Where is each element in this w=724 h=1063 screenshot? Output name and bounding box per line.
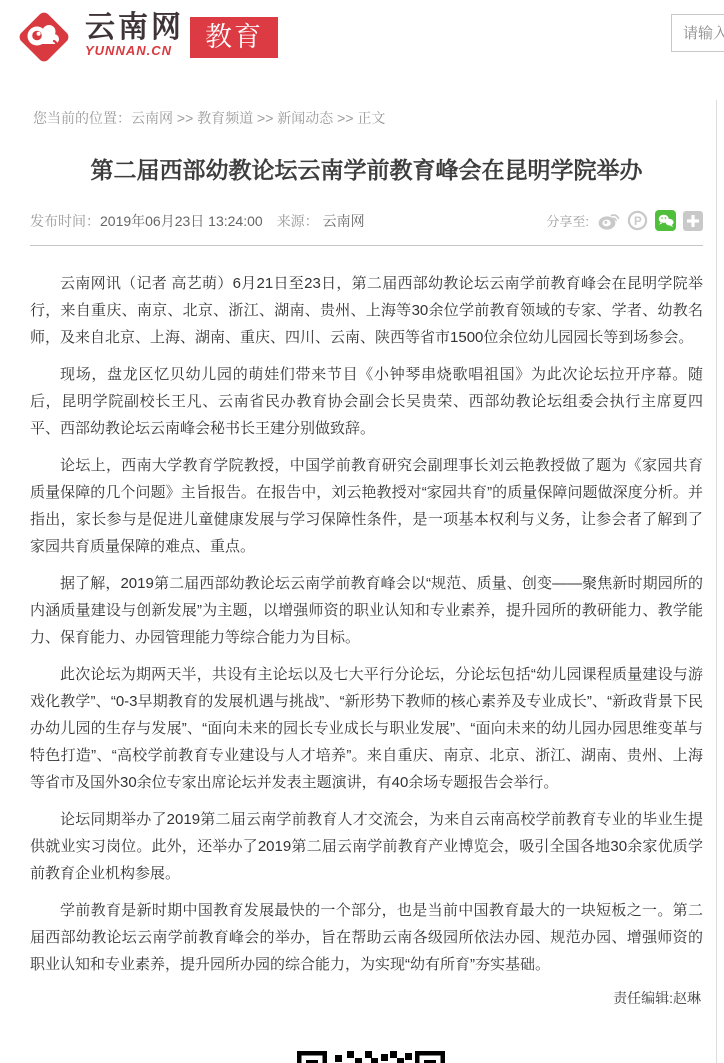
- publish-time-value: 2019年06月23日 13:24:00: [100, 212, 263, 229]
- breadcrumb-link[interactable]: 教育频道: [197, 110, 254, 126]
- article-title: 第二届西部幼教论坛云南学前教育峰会在昆明学院举办: [90, 157, 643, 183]
- qrcode-image: [297, 1051, 445, 1063]
- site-domain: YUNNAN.CN: [85, 43, 172, 58]
- breadcrumb-item: [131, 110, 197, 126]
- article-paragraph: 云南网讯（记者 高艺萌）6月21日至23日，第二届西部幼教论坛云南学前教育峰会在昆明学院举行，来自重庆、南京、北京、浙江、湖南、贵州、上海等30余位学前教育领域的专家、学者、幼教名师，及来自北京、上海、湖南、重庆、四川、云南、陕西等省市1500位余位幼儿园园长等到场参会。: [30, 275, 703, 346]
- breadcrumb-label: 您当前的位置：: [33, 110, 131, 126]
- breadcrumb-separator: >>: [173, 110, 198, 126]
- yunnan-cloud-logo-icon[interactable]: [12, 5, 76, 74]
- article-paragraph: 学前教育是新时期中国教育发展最快的一个部分，也是当前中国教育最大的一块短板之一。第二届西部幼教论坛云南学前教育峰会的举办，旨在帮助云南各级园所依法办园、规范办园、增强师资的职业认知和专业素养，提升园所办园的综合能力，为实现“幼有所育”夯实基础。: [30, 902, 703, 973]
- article-paragraph: 此次论坛为期两天半，共设有主论坛以及七大平行分论坛，分论坛包括“幼儿园课程质量建设与游戏化教学”、“0-3早期教育的发展机遇与挑战”、“新形势下教师的核心素养及专业成长”、“新政背景下民办幼儿园的生存与发展”、“面向未来的园长专业成长与职业发展”、“面向未来的幼儿园办园思维变革与特色打造”、“高校学前教育专业建设与人才培养”。来自重庆、南京、北京、浙江、湖南、贵州、上海等省市及国外30余位专家出席论坛并发表主题演讲，有40余场专题报告会举行。: [30, 666, 703, 791]
- breadcrumb-trail: [131, 110, 385, 126]
- breadcrumb-item: [197, 110, 277, 126]
- section-badge-education[interactable]: 教育: [190, 17, 278, 58]
- share-more-icon[interactable]: [683, 211, 703, 231]
- breadcrumb: [33, 108, 385, 128]
- article-paragraph: 论坛上，西南大学教育学院教授，中国学前教育研究会副理事长刘云艳教授做了题为《家园共育质量保障的几个问题》主旨报告。在报告中，刘云艳教授对“家园共育”的质量保障问题做深度分析。并指出，家长参与是促进儿童健康发展与学习保障性条件，是一项基本权利与义务，让参会者了解到了家园共育质量保障的难点、重点。: [30, 457, 703, 555]
- content-right-border: [716, 100, 717, 1063]
- breadcrumb-separator: >>: [333, 110, 358, 126]
- publish-time-label: 发布时间：: [30, 212, 100, 229]
- site-name: 云南网: [85, 11, 184, 44]
- editor-credit: 责任编辑:赵琳: [613, 990, 701, 1006]
- breadcrumb-item: [277, 110, 357, 126]
- article: [30, 150, 703, 1008]
- source-value: 云南网: [322, 212, 365, 229]
- breadcrumb-separator: >>: [253, 110, 278, 126]
- breadcrumb-item: [357, 110, 385, 126]
- share-toolbar: [546, 210, 703, 231]
- article-meta: [30, 211, 379, 231]
- weibo-icon[interactable]: [598, 211, 620, 230]
- breadcrumb-link[interactable]: 新闻动态: [277, 110, 334, 126]
- source-label: 来源：: [276, 212, 319, 229]
- article-paragraph: 据了解，2019第二届西部幼教论坛云南学前教育峰会以“规范、质量、创变——聚焦新时期园所的内涵质量建设与创新发展”为主题，以增强师资的职业认知和专业素养，提升园所的教研能力、教学能力、保育能力、办园管理能力等综合能力为目标。: [30, 575, 703, 646]
- share-label: 分享至:: [546, 214, 589, 229]
- article-body: [30, 246, 703, 978]
- breadcrumb-link[interactable]: 云南网: [131, 110, 173, 126]
- breadcrumb-link[interactable]: 正文: [357, 110, 386, 126]
- pengyou-icon[interactable]: [627, 210, 648, 231]
- svg-text:P: P: [634, 216, 642, 228]
- search-input[interactable]: [671, 14, 724, 52]
- article-paragraph: 现场，盘龙区忆贝幼儿园的萌娃们带来节目《小钟琴串烧歌唱祖国》为此次论坛拉开序幕。随后，昆明学院副校长王凡、云南省民办教育协会副会长吴贵荣、西部幼教论坛组委会执行主席夏四平、西部幼教论坛云南峰会秘书长王建分别做致辞。: [30, 366, 703, 437]
- site-logo-text[interactable]: [85, 12, 184, 58]
- article-paragraph: 论坛同期举办了2019第二届云南学前教育人才交流会，为来自云南高校学前教育专业的毕业生提供就业实习岗位。此外，还举办了2019第二届云南学前教育产业博览会，吸引全国各地30余家优质学前教育企业机构参展。: [30, 811, 703, 882]
- article-meta-row: [30, 210, 703, 231]
- wechat-icon[interactable]: [655, 210, 676, 231]
